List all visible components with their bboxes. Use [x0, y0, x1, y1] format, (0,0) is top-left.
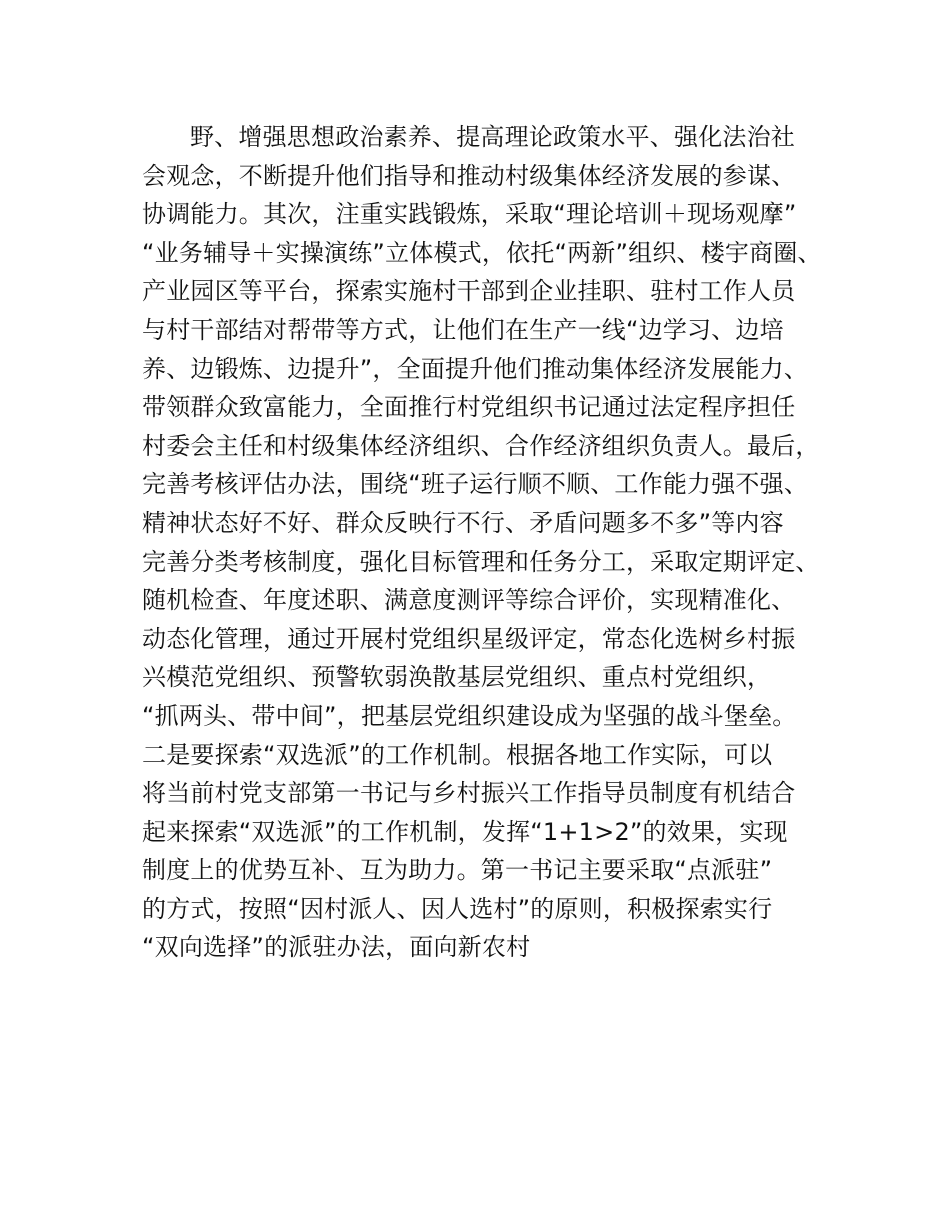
text-line: “双向选择”的派驻办法，面向新农村 — [142, 933, 531, 962]
text-line: 兴模范党组织、预警软弱涣散基层党组织、重点村党组织， — [142, 663, 772, 692]
text-line: 会观念，不断提升他们指导和推动村级集体经济发展的参谋、 — [142, 161, 796, 190]
text-line: 动态化管理，通过开展村党组织星级评定，常态化选树乡村振 — [142, 624, 796, 653]
body-text — [142, 118, 842, 967]
text-line: 的方式，按照“因村派人、因人选村”的原则，积极探索实行 — [142, 894, 773, 923]
text-line: 将当前村党支部第一书记与乡村振兴工作指导员制度有机结合 — [142, 779, 796, 808]
text-line: 完善分类考核制度，强化目标管理和任务分工，采取定期评定、 — [142, 547, 820, 576]
text-line: “抓两头、带中间”，把基层党组织建设成为坚强的战斗堡垒。 — [142, 701, 797, 730]
text-line: 随机检查、年度述职、满意度测评等综合评价，实现精准化、 — [142, 586, 796, 615]
text-line: 野、增强思想政治素养、提高理论政策水平、强化法治社 — [190, 123, 795, 151]
text-line: 协调能力。其次，注重实践锻炼，采取“理论培训＋现场观摩” — [142, 200, 797, 229]
text-line: 养、边锻炼、边提升”，全面提升他们推动集体经济发展能力、 — [142, 354, 809, 383]
text-line: “业务辅导＋实操演练”立体模式，依托“两新”组织、楼宇商圈、 — [142, 238, 822, 267]
text-line: 与村干部结对帮带等方式，让他们在生产一线“边学习、边培 — [142, 315, 784, 344]
text-line: 二是要探索“双选派”的工作机制。根据各地工作实际，可以 — [142, 740, 773, 769]
text-line: 精神状态好不好、群众反映行不行、矛盾问题多不多”等内容 — [142, 508, 784, 537]
text-line: 带领群众致富能力，全面推行村党组织书记通过法定程序担任 — [142, 393, 796, 422]
text-line: 完善考核评估办法，围绕“班子运行顺不顺、工作能力强不强、 — [142, 470, 809, 499]
text-line: 产业园区等平台，探索实施村干部到企业挂职、驻村工作人员 — [142, 277, 796, 306]
text-line: 制度上的优势互补、互为助力。第一书记主要采取“点派驻” — [142, 856, 773, 885]
text-line: 起来探索“双选派”的工作机制，发挥“1+1>2”的效果，实现 — [142, 817, 788, 846]
text-line: 村委会主任和村级集体经济组织、合作经济组织负责人。最后， — [142, 431, 820, 460]
